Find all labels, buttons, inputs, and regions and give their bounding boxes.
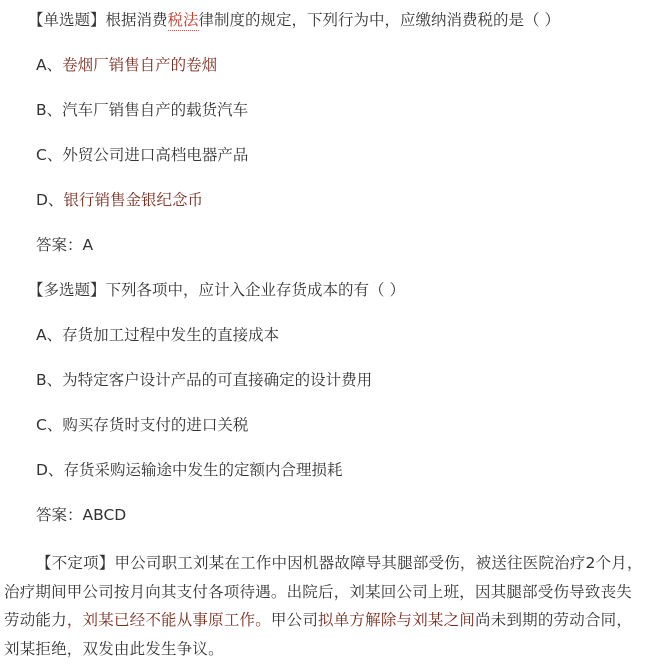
question-type-tag: 【多选题】 xyxy=(28,281,106,299)
answer xyxy=(36,234,93,256)
option-text: 存货采购运输途中发生的定额内合理损耗 xyxy=(63,461,343,479)
case-text: 甲公司 xyxy=(270,611,319,629)
option-letter: A、 xyxy=(36,326,63,344)
option-text: 存货加工过程中发生的直接成本 xyxy=(62,326,280,344)
option-letter: B、 xyxy=(36,371,63,389)
option-letter: A、 xyxy=(36,56,63,74)
option-d xyxy=(36,189,203,211)
option-text: 外贸公司进口高档电器产品 xyxy=(62,146,249,164)
option-c xyxy=(36,144,248,166)
option-text: 汽车厂销售自产的载货汽车 xyxy=(62,101,249,119)
question-type-tag: 【不定项】 xyxy=(36,554,115,572)
option-b xyxy=(36,369,372,391)
question-stem-text: 根据消费 xyxy=(105,11,168,29)
case-text: 甲公司职工刘某在工作中因机器故障导其腿部受伤，被送往医院治疗2个月，治疗期间甲公司按月向其支付各项待遇。出院后，刘某回公司上班，因其腿部受伤导致丧失劳动能力 xyxy=(4,554,643,629)
question-2-stem xyxy=(28,279,405,301)
question-type-tag: 【单选题】 xyxy=(28,11,106,29)
case-text-highlight: ，刘某已经不能从事原工作。 xyxy=(66,611,271,629)
answer-label: 答案： xyxy=(36,236,83,254)
option-letter: D、 xyxy=(36,461,64,479)
question-stem-text-rest: 律制度的规定，下列行为中，应缴纳消费税的是（ ） xyxy=(198,11,560,29)
case-text-highlight: 拟单方解除与刘某之间 xyxy=(318,611,476,629)
question-stem-text: 下列各项中，应计入企业存货成本的有（ ） xyxy=(105,281,405,299)
option-letter: C、 xyxy=(36,416,63,434)
option-c xyxy=(36,414,248,436)
case-text: 尚未到期的劳动合同，刘某拒绝，双发由此发生争议。 xyxy=(4,611,633,658)
question-1-stem xyxy=(28,9,560,31)
option-a xyxy=(36,324,279,346)
answer-label: 答案： xyxy=(36,506,83,524)
highlighted-term-link[interactable]: 税法 xyxy=(167,11,199,29)
option-text: 为特定客户设计产品的可直接确定的设计费用 xyxy=(62,371,373,389)
question-3-paragraph xyxy=(4,549,644,663)
option-a xyxy=(36,54,217,76)
option-d xyxy=(36,459,342,481)
option-text: 卷烟厂销售自产的卷烟 xyxy=(62,56,218,74)
option-text: 购买存货时支付的进口关税 xyxy=(62,416,249,434)
answer xyxy=(36,504,126,526)
option-letter: C、 xyxy=(36,146,63,164)
option-letter: D、 xyxy=(36,191,64,209)
answer-value: A xyxy=(82,236,94,254)
option-letter: B、 xyxy=(36,101,63,119)
answer-value: ABCD xyxy=(82,506,127,524)
option-text: 银行销售金银纪念币 xyxy=(63,191,203,209)
option-b xyxy=(36,99,248,121)
